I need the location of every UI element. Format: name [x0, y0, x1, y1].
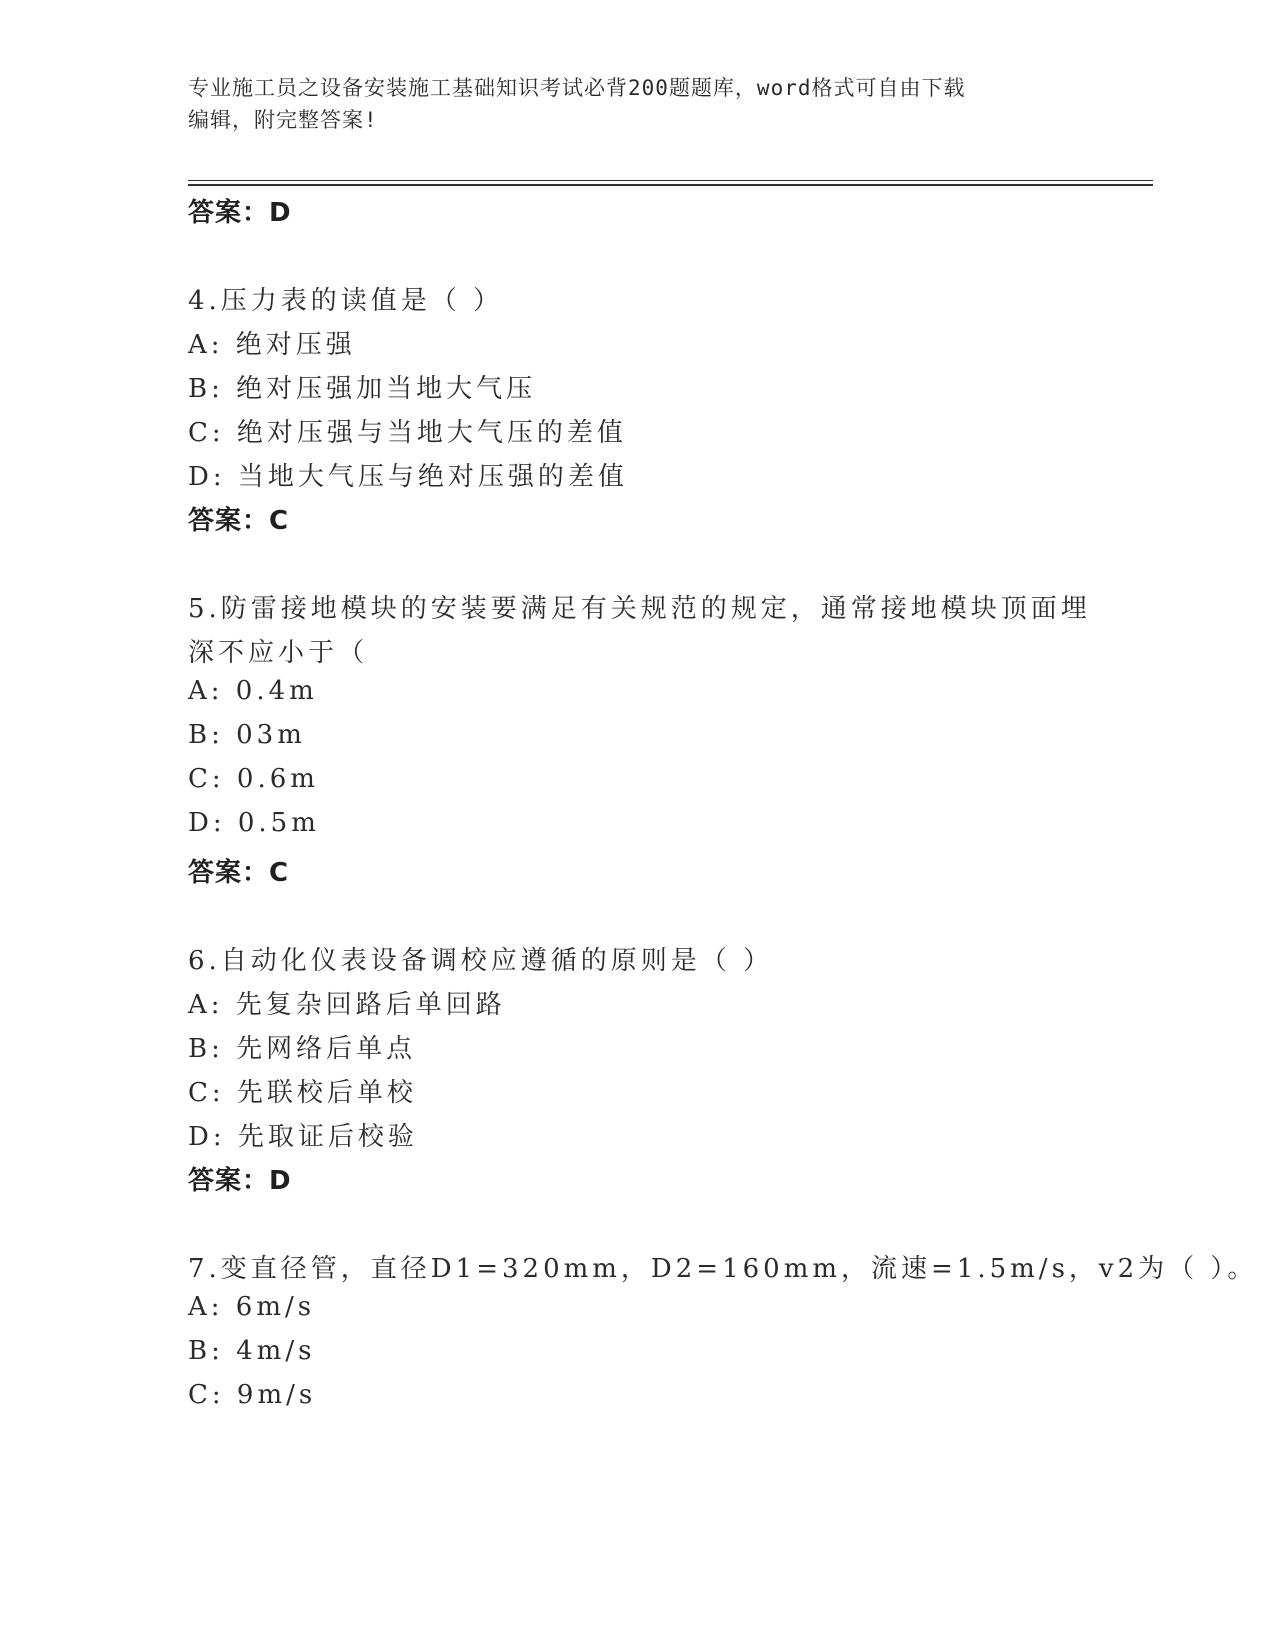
- answer-prev: 答案：D: [188, 198, 292, 228]
- question-6-option-c: C: 先联校后单校: [188, 1078, 417, 1108]
- question-4-answer: 答案：C: [188, 506, 290, 536]
- question-6-answer: 答案：D: [188, 1166, 292, 1196]
- question-7-option-a: A: 6m/s: [188, 1292, 316, 1322]
- question-5-option-a: A: 0.4m: [188, 676, 318, 706]
- question-6: 6.自动化仪表设备调校应遵循的原则是（ ）: [188, 946, 774, 976]
- question-5-option-c: C: 0.6m: [188, 764, 319, 794]
- header-divider-bottom: [188, 184, 1153, 186]
- question-7-option-c: C: 9m/s: [188, 1380, 317, 1410]
- question-5-line-2: 深不应小于（: [188, 638, 369, 668]
- question-6-option-b: B: 先网络后单点: [188, 1034, 417, 1064]
- question-5-option-d: D: 0.5m: [188, 808, 320, 838]
- question-5-answer: 答案：C: [188, 858, 290, 888]
- header-line-2: 编辑，附完整答案!: [188, 108, 378, 132]
- question-6-option-a: A: 先复杂回路后单回路: [188, 990, 506, 1020]
- question-7: 7.变直径管，直径D1=320mm，D2=160mm，流速=1.5m/s，v2为（ ）。: [188, 1254, 1258, 1284]
- question-5-line-1: 5.防雷接地模块的安装要满足有关规范的规定，通常接地模块顶面埋: [188, 594, 1091, 624]
- question-5-option-b: B: 03m: [188, 720, 306, 750]
- header-divider-top: [188, 180, 1153, 181]
- question-6-option-d: D: 先取证后校验: [188, 1122, 418, 1152]
- question-4-option-b: B: 绝对压强加当地大气压: [188, 374, 537, 404]
- question-7-option-b: B: 4m/s: [188, 1336, 316, 1366]
- header-line-1: 专业施工员之设备安装施工基础知识考试必背200题题库，word格式可自由下载: [188, 76, 966, 100]
- question-4-option-c: C: 绝对压强与当地大气压的差值: [188, 418, 627, 448]
- question-4: 4.压力表的读值是（ ）: [188, 286, 504, 316]
- question-4-option-a: A: 绝对压强: [188, 330, 356, 360]
- question-4-option-d: D: 当地大气压与绝对压强的差值: [188, 462, 628, 492]
- document-header: [188, 72, 1068, 136]
